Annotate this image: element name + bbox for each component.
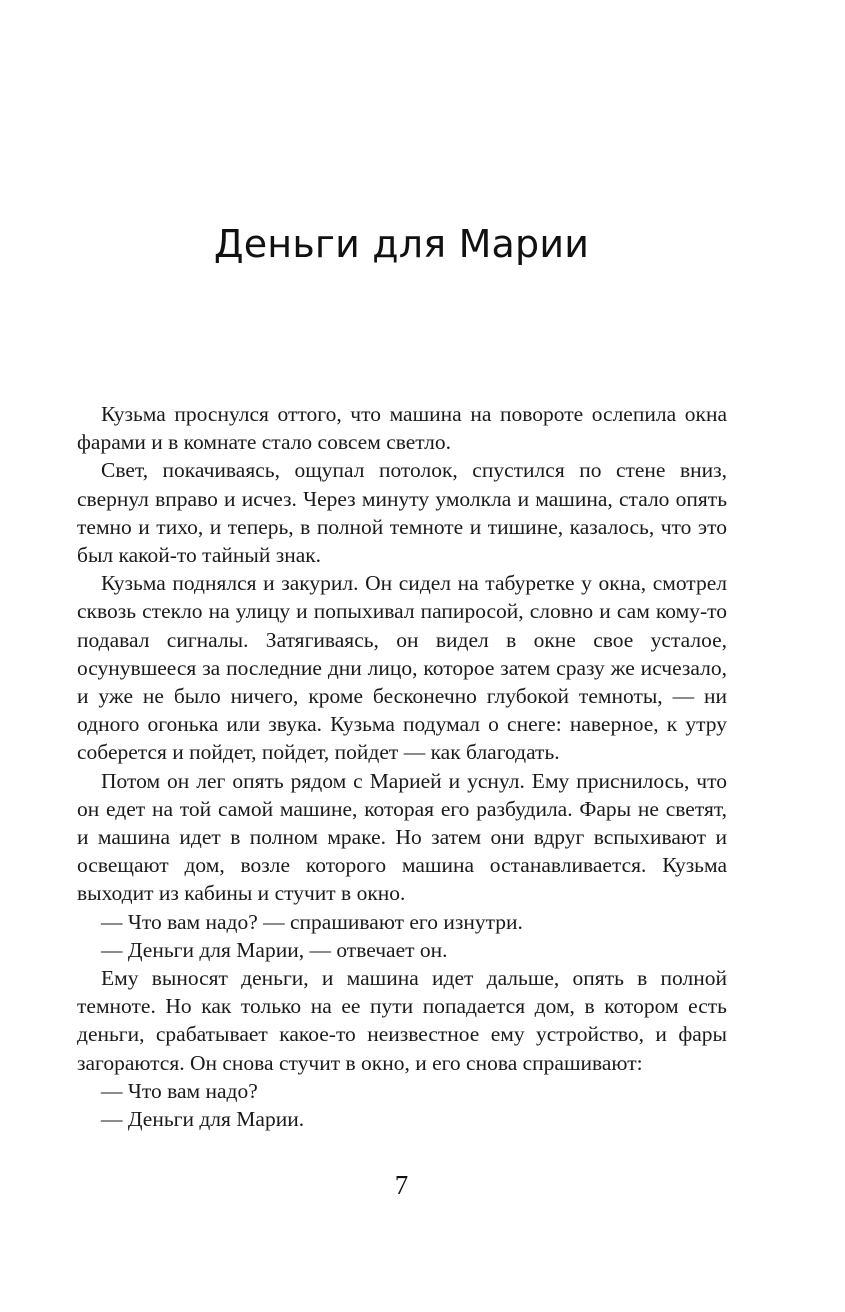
paragraph: Кузьма проснулся оттого, что машина на повороте ослепила окна фарами и в комнате стало совсем светло. [77,402,727,455]
paragraph: Свет, покачиваясь, ощупал потолок, спустился по стене вниз, свернул вправо и исчез. Через минуту умолкла и машина, стало опять темно и тихо, и теперь, в полной темноте и тишине, казалось, что это был какой-то тайный знак. [77,458,727,568]
dialogue-line: — Деньги для Марии. [101,1107,305,1132]
paragraph: Ему выносят деньги, и машина идет дальше, опять в полной темноте. Но как только на ее пути попадается дом, в котором есть деньги, срабатывает какое-то неизвестное ему устройство, и фары загораются. Он снова стучит в окно, и его снова спрашивают: [77,966,727,1075]
dialogue-line: — Деньги для Марии, — отвечает он. [101,937,448,962]
chapter-title: Деньги для Марии [213,222,590,266]
page-number: 7 [394,1170,409,1200]
dialogue-line: — Что вам надо? — спрашивают его изнутри. [101,909,523,934]
paragraph: Кузьма поднялся и закурил. Он сидел на табуретке у окна, смотрел сквозь стекло на улицу и попыхивал папиросой, словно и сам кому-то подавал сигналы. Затягиваясь, он видел в окне свое усталое, осунувшееся за последние дни лицо, которое затем сразу же исчезало, и уже не было ничего, кроме бесконечно глубокой темноты, — ни одного огонька или звука. Кузьма подумал о снеге: наверное, к утру соберется и пойдет, пойдет, пойдет — как благодать. [77,571,727,765]
paragraph: Потом он лег опять рядом с Марией и уснул. Ему приснилось, что он едет на той самой машине, которая его разбудила. Фары не светят, и машина идет в полном мраке. Но затем они вдруг вспыхивают и освещают дом, возле которого машина останавливается. Кузьма выходит из кабины и стучит в окно. [77,768,727,906]
body-text [77,400,727,1133]
dialogue-line: — Что вам надо? [101,1078,258,1103]
